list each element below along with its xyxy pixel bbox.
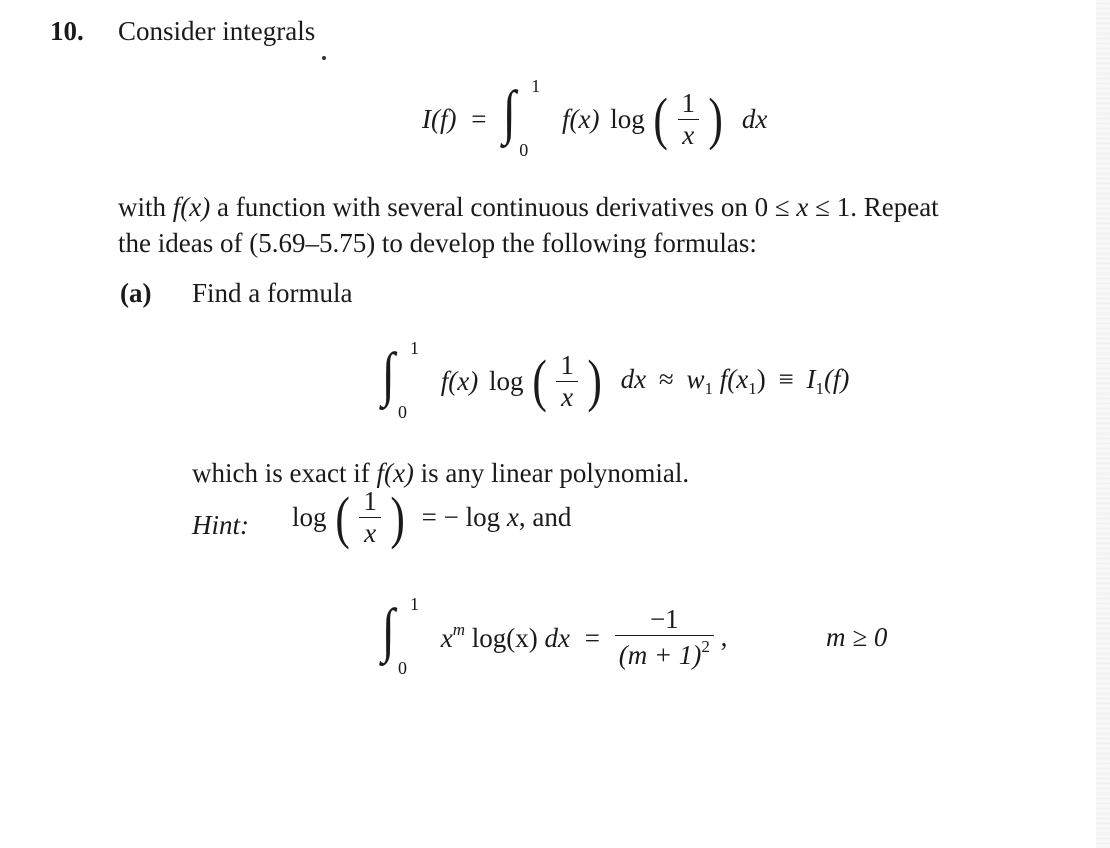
equation-quadrature-formula: [380, 338, 849, 438]
eq2-equiv: ≡: [778, 363, 794, 394]
eq3-integral: [380, 594, 420, 680]
eq3-x: x: [440, 623, 453, 653]
hint-rhs-b: , and: [518, 502, 572, 532]
eq3-lower-limit: 0: [398, 658, 407, 678]
eq2-w-sub: 1: [704, 378, 713, 398]
eq2-fraction: [556, 349, 578, 412]
eq1-log: log: [610, 103, 645, 134]
eq1-integral: [501, 76, 541, 162]
fraction-bar: [615, 635, 714, 636]
eq2-fx1: f(x: [719, 363, 749, 394]
eq1-num: 1: [681, 87, 696, 118]
eq1-den: x: [682, 119, 695, 150]
right-paren-icon: ): [390, 484, 405, 550]
eq2-approx: ≈: [658, 363, 674, 394]
left-paren-icon: (: [335, 484, 351, 550]
eq3-den: [615, 638, 714, 669]
eq2-w: w: [686, 363, 705, 394]
hint-label: Hint:: [192, 510, 249, 540]
integral-sign-icon: ∫: [381, 341, 395, 407]
eq3-integrand: [441, 620, 608, 654]
right-paren-icon: ): [586, 348, 602, 413]
problem-number: 10.: [50, 16, 84, 46]
eq2-rhs: [621, 364, 850, 399]
eq1-fraction: [678, 87, 700, 150]
equation-integral-definition: [422, 76, 767, 176]
eq2-num: 1: [560, 349, 574, 380]
eq3-den-base: (m + 1): [618, 639, 702, 670]
eq2-integral: [380, 338, 420, 424]
para1-fx: f(x): [172, 192, 211, 222]
eq3-fraction: [615, 603, 714, 670]
para2-b: is any linear polynomial.: [420, 458, 690, 488]
eq2-fx1-sub: 1: [748, 378, 757, 398]
scan-speck: [322, 56, 326, 60]
eq2-fx: f(x): [440, 365, 479, 396]
eq1-equals: =: [471, 103, 487, 134]
hint-identity: [292, 484, 572, 578]
paragraph-line-1: [118, 192, 939, 223]
eq1-lhs: I(f): [422, 103, 457, 134]
eq3-num: −1: [649, 603, 679, 634]
eq2-I: I: [806, 363, 816, 394]
para1-b: a function with several continuous derivatives on 0 ≤: [216, 192, 797, 222]
hint-rhs: [422, 502, 572, 533]
exactness-statement: [192, 458, 689, 489]
para2-fx: f(x): [376, 458, 414, 488]
paragraph-line-2: the ideas of (5.69–5.75) to develop the following formulas:: [118, 228, 757, 258]
eq2-den: x: [561, 381, 574, 412]
eq3-upper-limit: 1: [410, 594, 419, 614]
eq2-fx1-close: ): [756, 363, 766, 394]
eq2-upper-limit: 1: [410, 338, 419, 358]
hint-rhs-a: = − log: [421, 502, 501, 532]
eq3-equals: =: [584, 623, 600, 653]
eq2-log: log: [488, 365, 524, 396]
eq1-dx: dx: [741, 103, 768, 134]
eq2-I-sub: 1: [815, 378, 824, 398]
para1-c: ≤ 1. Repeat: [808, 192, 939, 222]
eq1-fx: f(x): [561, 103, 600, 134]
eq1-lower-limit: 0: [519, 140, 529, 160]
integral-sign-icon: ∫: [502, 79, 517, 145]
left-paren-icon: (: [653, 86, 669, 151]
equation-moment-integral: [380, 594, 727, 694]
hint-num: 1: [363, 486, 377, 516]
right-paren-icon: ): [708, 86, 723, 151]
para1-a: with: [118, 192, 167, 222]
eq3-dx: dx: [544, 623, 570, 653]
para1-x: x: [796, 192, 809, 222]
eq3-den-exp: 2: [701, 636, 710, 656]
eq2-dx: dx: [620, 363, 647, 394]
hint-fraction: [359, 488, 381, 547]
left-paren-icon: (: [532, 348, 548, 413]
part-a-text: Find a formula: [192, 278, 353, 308]
integral-sign-icon: ∫: [381, 597, 395, 663]
problem-intro: Consider integrals: [118, 16, 316, 46]
eq2-I-arg: (f): [823, 363, 850, 394]
eq3-m-exp: m: [452, 620, 466, 639]
scan-edge-noise: [1096, 0, 1110, 848]
para2-a: which is exact if: [192, 458, 370, 488]
hint-log: log: [292, 502, 327, 532]
hint-den: x: [364, 518, 377, 548]
eq3-comma: ,: [720, 621, 728, 652]
eq3-condition: m ≥ 0: [826, 622, 888, 652]
part-a-label: (a): [120, 278, 152, 308]
hint-x: x: [506, 502, 519, 532]
eq2-lower-limit: 0: [398, 402, 407, 422]
eq3-log: log(x): [471, 623, 538, 653]
eq1-upper-limit: 1: [531, 76, 541, 96]
